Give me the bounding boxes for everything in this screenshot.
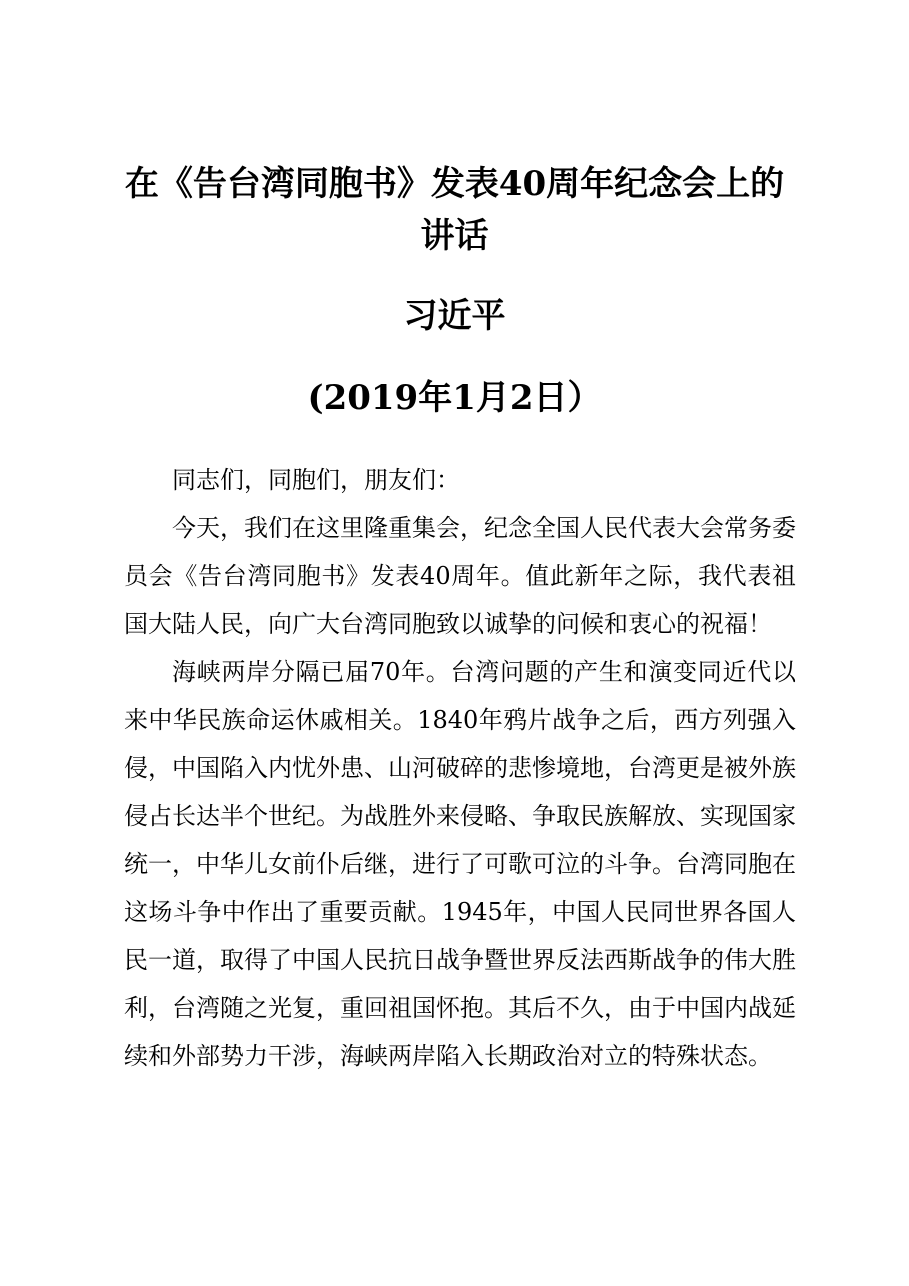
salutation: 同志们，同胞们，朋友们： [172, 466, 460, 494]
paragraph: 今天，我们在这里隆重集会，纪念全国人民代表大会常务委员会《告台湾同胞书》发表40周年。值此新年之际，我代表祖国大陆人民，向广大台湾同胞致以诚挚的问候和衷心的祝福！ [124, 514, 796, 638]
document-date: (2019年1月2日） [307, 378, 602, 418]
paragraph: 海峡两岸分隔已届70年。台湾问题的产生和演变同近代以来中华民族命运休戚相关。1840年鸦片战争之后，西方列强入侵，中国陷入内忧外患、山河破碎的悲惨境地，台湾更是被外族侵占长达半个世纪。为战胜外来侵略、争取民族解放、实现国家统一，中华儿女前仆后继，进行了可歌可泣的斗争。台湾同胞在这场斗争中作出了重要贡献。1945年，中国人民同世界各国人民一道，取得了中国人民抗日战争暨世界反法西斯战争的伟大胜利，台湾随之光复，重回祖国怀抱。其后不久，由于中国内战延续和外部势力干涉，海峡两岸陷入长期政治对立的特殊状态。 [124, 658, 796, 1070]
document-body [124, 456, 796, 1080]
document-title: 在《告台湾同胞书》发表40周年纪念会上的讲话 [124, 164, 785, 256]
document-author: 习近平 [403, 296, 506, 336]
